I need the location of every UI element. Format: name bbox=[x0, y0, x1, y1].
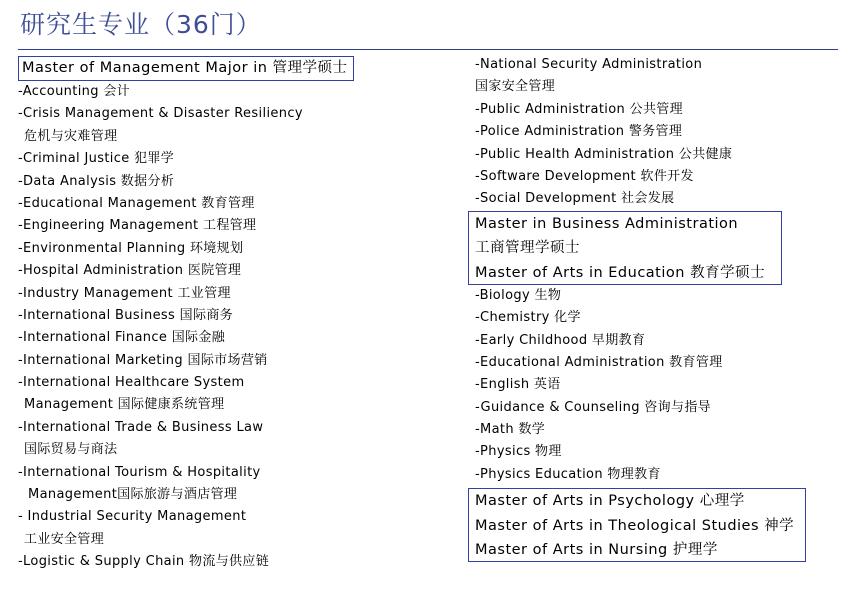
list-item: -International Healthcare System bbox=[18, 375, 245, 391]
list-item: -International Tourism & Hospitality bbox=[18, 464, 261, 480]
list-item: -International Marketing 国际市场营销 bbox=[18, 352, 268, 368]
list-item: -Crisis Management & Disaster Resiliency bbox=[18, 106, 303, 122]
list-item: -Data Analysis 数据分析 bbox=[18, 173, 175, 189]
list-item: -International Finance 国际金融 bbox=[18, 330, 226, 346]
list-item: -English 英语 bbox=[475, 377, 561, 393]
degree-title: Master of Arts in Nursing 护理学 bbox=[475, 542, 718, 559]
title-divider bbox=[18, 49, 838, 50]
right-column bbox=[469, 54, 849, 562]
list-item: 国家安全管理 bbox=[475, 79, 556, 95]
list-item: -Industry Management 工业管理 bbox=[18, 285, 231, 301]
major-list-right-mid bbox=[469, 285, 849, 487]
list-item: -International Business 国际商务 bbox=[18, 307, 234, 323]
list-item: -Early Childhood 早期教育 bbox=[475, 332, 646, 348]
page-title: 研究生专业（36门） bbox=[20, 10, 262, 39]
degree-title: Master of Arts in Psychology 心理学 bbox=[475, 493, 745, 510]
left-column bbox=[18, 54, 448, 574]
degree-title: Master in Business Administration bbox=[475, 215, 739, 232]
list-item: -Social Development 社会发展 bbox=[475, 191, 675, 207]
degree-title: 工商管理学硕士 bbox=[475, 240, 580, 257]
list-item: -Chemistry 化学 bbox=[475, 310, 581, 326]
list-item: -Police Administration 警务管理 bbox=[475, 124, 683, 140]
list-item: -Software Development 软件开发 bbox=[475, 168, 694, 184]
list-item: - Industrial Security Management bbox=[18, 509, 247, 525]
list-item: -Public Health Administration 公共健康 bbox=[475, 146, 733, 162]
list-item: -Hospital Administration 医院管理 bbox=[18, 263, 242, 279]
list-item: -Environmental Planning 环境规划 bbox=[18, 240, 244, 256]
list-item: -Accounting 会计 bbox=[18, 84, 131, 99]
list-item: Management国际旅游与酒店管理 bbox=[28, 487, 238, 503]
list-item: -Public Administration 公共管理 bbox=[475, 101, 684, 117]
list-item: -Guidance & Counseling 咨询与指导 bbox=[475, 399, 712, 415]
major-list-right-top bbox=[469, 54, 849, 211]
list-item: -Physics 物理 bbox=[475, 444, 562, 460]
list-item: -Physics Education 物理教育 bbox=[475, 466, 661, 482]
list-item: 危机与灾难管理 bbox=[24, 128, 118, 144]
degree-box-management bbox=[18, 56, 354, 81]
degree-title: Master of Arts in Education 教育学硕士 bbox=[475, 264, 766, 281]
list-item: 工业安全管理 bbox=[24, 531, 105, 547]
list-item: -Math 数学 bbox=[475, 422, 546, 438]
list-item: -National Security Administration bbox=[475, 57, 703, 72]
list-item: -International Trade & Business Law bbox=[18, 419, 264, 435]
list-item: -Criminal Justice 犯罪学 bbox=[18, 151, 175, 167]
degree-title: Master of Management Major in 管理学硕士 bbox=[22, 60, 348, 76]
degree-box-arts bbox=[468, 488, 806, 562]
list-item: -Engineering Management 工程管理 bbox=[18, 218, 257, 234]
list-item: -Logistic & Supply Chain 物流与供应链 bbox=[18, 554, 270, 570]
list-item: -Educational Management 教育管理 bbox=[18, 195, 255, 211]
list-item: -Biology 生物 bbox=[475, 287, 562, 303]
major-list-left bbox=[18, 81, 448, 574]
list-item: -Educational Administration 教育管理 bbox=[475, 354, 723, 370]
degree-box-mba-education bbox=[468, 211, 782, 285]
list-item: Management 国际健康系统管理 bbox=[24, 397, 225, 413]
list-item: 国际贸易与商法 bbox=[24, 442, 118, 458]
degree-title: Master of Arts in Theological Studies 神学 bbox=[475, 517, 795, 534]
